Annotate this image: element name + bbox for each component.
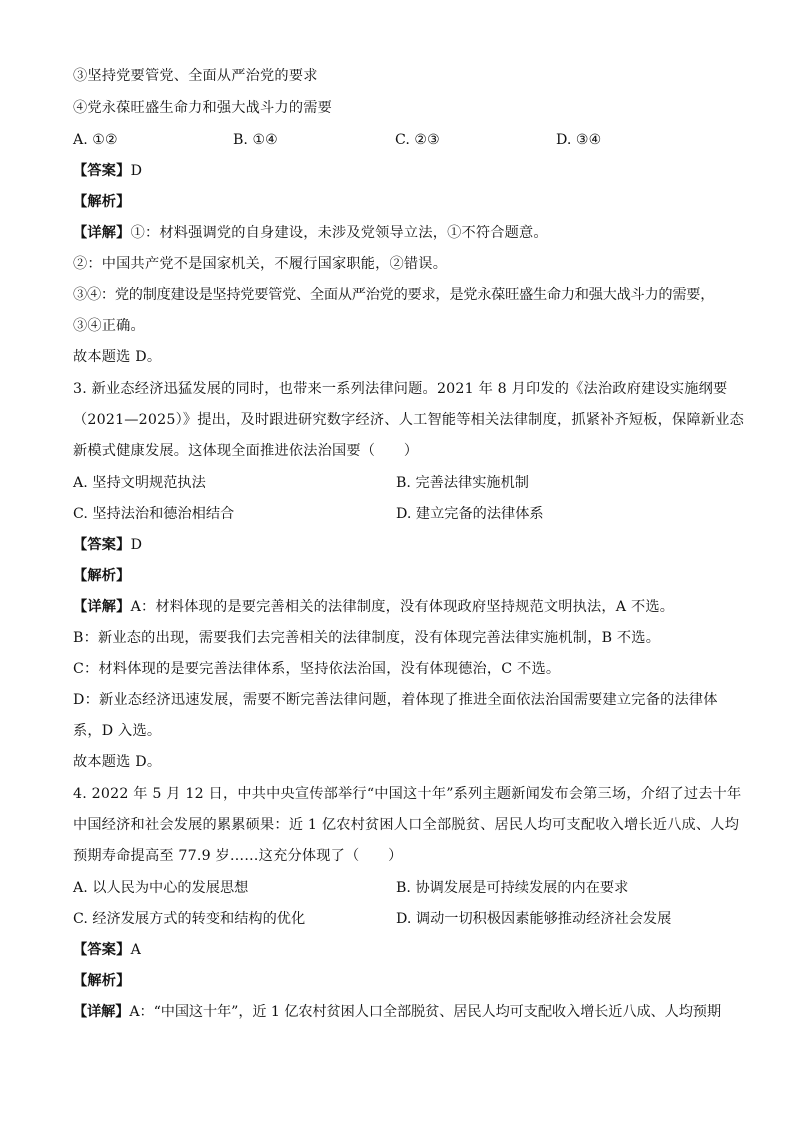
answer-value: A — [130, 942, 142, 958]
detail-tag: 【详解】 — [73, 1004, 130, 1020]
q3-choice-a: A. 坚持文明规范执法 — [73, 475, 206, 491]
q4-choice-d: D. 调动一切积极因素能够推动经济社会发展 — [396, 911, 672, 927]
q2-analysis-heading: 【解析】 — [73, 194, 131, 210]
q3-stem-line-3: 新模式健康发展。这体现全面推进依法治国要（ ） — [73, 443, 419, 459]
q2-detail-3a: ③④：党的制度建设是坚持党要管党、全面从严治党的要求，是党永葆旺盛生命力和强大战斗力的需要， — [73, 287, 715, 303]
q4-choice-b: B. 协调发展是可持续发展的内在要求 — [396, 880, 629, 896]
q3-stem-line-1: 3. 新业态经济迅猛发展的同时，也带来一系列法律问题。2021 年 8 月印发的《法治政府建设实施纲要 — [73, 381, 728, 397]
q4-choice-a: A. 以人民为中心的发展思想 — [73, 880, 249, 896]
q2-conclusion: 故本题选 D。 — [73, 349, 162, 365]
q3-detail-1 — [73, 597, 674, 617]
q2-choice-c: C. ②③ — [395, 132, 440, 148]
q4-choice-c: C. 经济发展方式的转变和结构的优化 — [73, 911, 306, 927]
q3-conclusion: 故本题选 D。 — [73, 754, 162, 770]
q3-detail-4b: 系，D 入选。 — [73, 723, 162, 739]
q3-choice-d: D. 建立完备的法律体系 — [396, 506, 544, 522]
answer-tag: 【答案】 — [73, 163, 131, 179]
answer-tag: 【答案】 — [73, 942, 131, 958]
q4-detail-1 — [73, 1002, 721, 1022]
answer-value: D — [130, 163, 143, 179]
q4-stem-line-2: 中国经济和社会发展的累累硕果：近 1 亿农村贫困人口全部脱贫、居民人均可支配收入增长近八成、人均 — [73, 817, 740, 833]
q2-answer — [73, 161, 142, 181]
detail-text: A：“中国这十年”，近 1 亿农村贫困人口全部脱贫、居民人均可支配收入增长近八成、人均预期 — [129, 1004, 721, 1020]
detail-tag: 【详解】 — [73, 599, 131, 615]
q3-stem-line-2: （2021—2025）》提出，及时跟进研究数字经济、人工智能等相关法律制度，抓紧补齐短板，保障新业态 — [73, 412, 744, 428]
q3-detail-2: B：新业态的出现，需要我们去完善相关的法律制度，没有体现完善法律实施机制，B 不选。 — [73, 630, 661, 646]
q4-analysis-heading: 【解析】 — [73, 973, 131, 989]
q3-choice-b: B. 完善法律实施机制 — [396, 475, 529, 491]
answer-value: D — [130, 537, 143, 553]
q4-stem-line-3: 预期寿命提高至 77.9 岁……这充分体现了（ ） — [73, 848, 403, 864]
q2-detail-1 — [73, 223, 548, 243]
q3-analysis-heading: 【解析】 — [73, 568, 131, 584]
detail-text: ①：材料强调党的自身建设，未涉及党领导立法，①不符合题意。 — [130, 225, 548, 241]
q4-answer — [73, 940, 141, 960]
q3-detail-3: C：材料体现的是要完善法律体系，坚持依法治国，没有体现德治，C 不选。 — [73, 661, 561, 677]
q3-choice-c: C. 坚持法治和德治相结合 — [73, 506, 235, 522]
q2-detail-3b: ③④正确。 — [73, 318, 145, 334]
q3-detail-4a: D：新业态经济迅速发展，需要不断完善法律问题，着体现了推进全面依法治国需要建立完备的法律体 — [73, 692, 718, 708]
q4-stem-line-1: 4. 2022 年 5 月 12 日，中共中央宣传部举行“中国这十年”系列主题新闻发布会第三场，介绍了过去十年 — [73, 786, 742, 802]
detail-text: A：材料体现的是要完善相关的法律制度，没有体现政府坚持规范文明执法，A 不选。 — [130, 599, 675, 615]
q2-option-item-3: ③坚持党要管党、全面从严治党的要求 — [73, 68, 318, 84]
q2-choice-a: A. ①② — [73, 132, 118, 148]
q2-choice-b: B. ①④ — [233, 132, 278, 148]
answer-tag: 【答案】 — [73, 537, 131, 553]
q2-choice-d: D. ③④ — [556, 132, 602, 148]
q2-option-item-4: ④党永葆旺盛生命力和强大战斗力的需要 — [73, 100, 332, 116]
detail-tag: 【详解】 — [73, 225, 131, 241]
q2-detail-2: ②：中国共产党不是国家机关，不履行国家职能，②错误。 — [73, 256, 448, 272]
q3-answer — [73, 535, 142, 555]
